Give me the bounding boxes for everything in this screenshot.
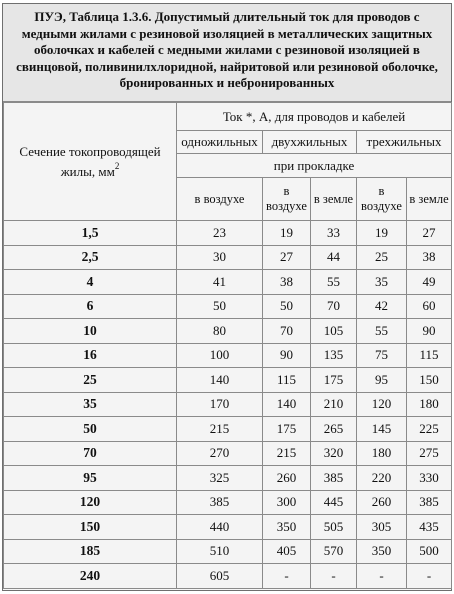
current-value: 175 [311,368,357,393]
table-row [4,441,452,466]
section-value: 120 [4,490,177,515]
section-value: 95 [4,466,177,491]
section-header [4,103,177,221]
current-value: 115 [263,368,311,393]
current-value: 385 [177,490,263,515]
current-value: 605 [177,564,263,589]
current-header: Ток *, А, для проводов и кабелей [177,103,452,131]
current-value: 180 [407,392,452,417]
current-value: 260 [357,490,407,515]
section-value: 50 [4,417,177,442]
section-value: 10 [4,319,177,344]
current-value: 41 [177,270,263,295]
laying-condition-5: в земле [407,178,452,221]
current-value: 33 [311,221,357,246]
current-value: 70 [311,294,357,319]
current-value: 50 [177,294,263,319]
current-value: 55 [357,319,407,344]
laying-condition-3: в земле [311,178,357,221]
current-value: 300 [263,490,311,515]
current-value: - [407,564,452,589]
core-type-double: двухжильных [263,131,357,154]
laying-condition-2: в воздухе [263,178,311,221]
laying-condition-4: в воздухе [357,178,407,221]
current-value: 330 [407,466,452,491]
current-value: - [357,564,407,589]
current-value: 60 [407,294,452,319]
section-value: 70 [4,441,177,466]
table-row [4,417,452,442]
current-value: 350 [357,539,407,564]
section-value: 1,5 [4,221,177,246]
current-rating-table [3,102,452,589]
current-value: 90 [407,319,452,344]
current-value: 405 [263,539,311,564]
current-value: 80 [177,319,263,344]
current-value: 35 [357,270,407,295]
current-value: 23 [177,221,263,246]
current-value: 270 [177,441,263,466]
current-value: 305 [357,515,407,540]
current-value: 55 [311,270,357,295]
table-row [4,368,452,393]
current-value: 105 [311,319,357,344]
current-value: 115 [407,343,452,368]
current-value: 385 [407,490,452,515]
current-value: 30 [177,245,263,270]
current-value: 140 [177,368,263,393]
current-value: 385 [311,466,357,491]
current-value: 265 [311,417,357,442]
current-value: 150 [407,368,452,393]
current-value: 90 [263,343,311,368]
table-row [4,221,452,246]
core-type-single: одножильных [177,131,263,154]
current-value: 38 [407,245,452,270]
section-value: 35 [4,392,177,417]
table-row [4,515,452,540]
current-value: 215 [177,417,263,442]
current-value: 95 [357,368,407,393]
section-value: 4 [4,270,177,295]
current-value: 44 [311,245,357,270]
current-value: 49 [407,270,452,295]
current-value: 27 [407,221,452,246]
current-value: 350 [263,515,311,540]
current-value: 260 [263,466,311,491]
current-value: 325 [177,466,263,491]
table-row [4,343,452,368]
current-value: 440 [177,515,263,540]
section-value: 25 [4,368,177,393]
current-value: 19 [263,221,311,246]
section-value: 240 [4,564,177,589]
current-value: 140 [263,392,311,417]
current-value: 135 [311,343,357,368]
current-value: 215 [263,441,311,466]
current-value: - [263,564,311,589]
section-value: 6 [4,294,177,319]
table-row [4,539,452,564]
section-header-label: Сечение токопроводящей жилы, мм [19,143,161,179]
current-value: 50 [263,294,311,319]
table-title: ПУЭ, Таблица 1.3.6. Допустимый длительный ток для проводов с медными жилами с резиновой изоляцией в металлических защитных оболочках и кабелей с медными жилами с резиновой изоляцией в свинцовой, поливинилхлоридной, найритовой или резиновой оболочке, бронированных и небронированных [3,4,451,102]
current-value: 210 [311,392,357,417]
table-row [4,490,452,515]
current-value: 570 [311,539,357,564]
core-type-triple: трехжильных [357,131,452,154]
current-value: 120 [357,392,407,417]
current-value: 445 [311,490,357,515]
section-header-unit-sup: 2 [114,161,120,172]
current-value: 175 [263,417,311,442]
current-value: 180 [357,441,407,466]
table-row [4,564,452,589]
section-value: 2,5 [4,245,177,270]
current-value: 225 [407,417,452,442]
section-value: 16 [4,343,177,368]
current-value: 100 [177,343,263,368]
table-row [4,294,452,319]
table-frame [2,3,452,591]
section-value: 150 [4,515,177,540]
table-row [4,392,452,417]
table-row [4,270,452,295]
section-value: 185 [4,539,177,564]
current-value: 510 [177,539,263,564]
table-row [4,319,452,344]
current-value: 220 [357,466,407,491]
current-value: 42 [357,294,407,319]
current-value: 19 [357,221,407,246]
current-value: 170 [177,392,263,417]
current-value: 500 [407,539,452,564]
current-value: 435 [407,515,452,540]
current-value: - [311,564,357,589]
current-value: 505 [311,515,357,540]
current-value: 38 [263,270,311,295]
current-value: 27 [263,245,311,270]
current-value: 70 [263,319,311,344]
laying-header: при прокладке [177,154,452,178]
current-value: 75 [357,343,407,368]
table-row [4,466,452,491]
current-value: 320 [311,441,357,466]
current-value: 25 [357,245,407,270]
table-row [4,245,452,270]
laying-condition-1: в воздухе [177,178,263,221]
current-value: 145 [357,417,407,442]
current-value: 275 [407,441,452,466]
